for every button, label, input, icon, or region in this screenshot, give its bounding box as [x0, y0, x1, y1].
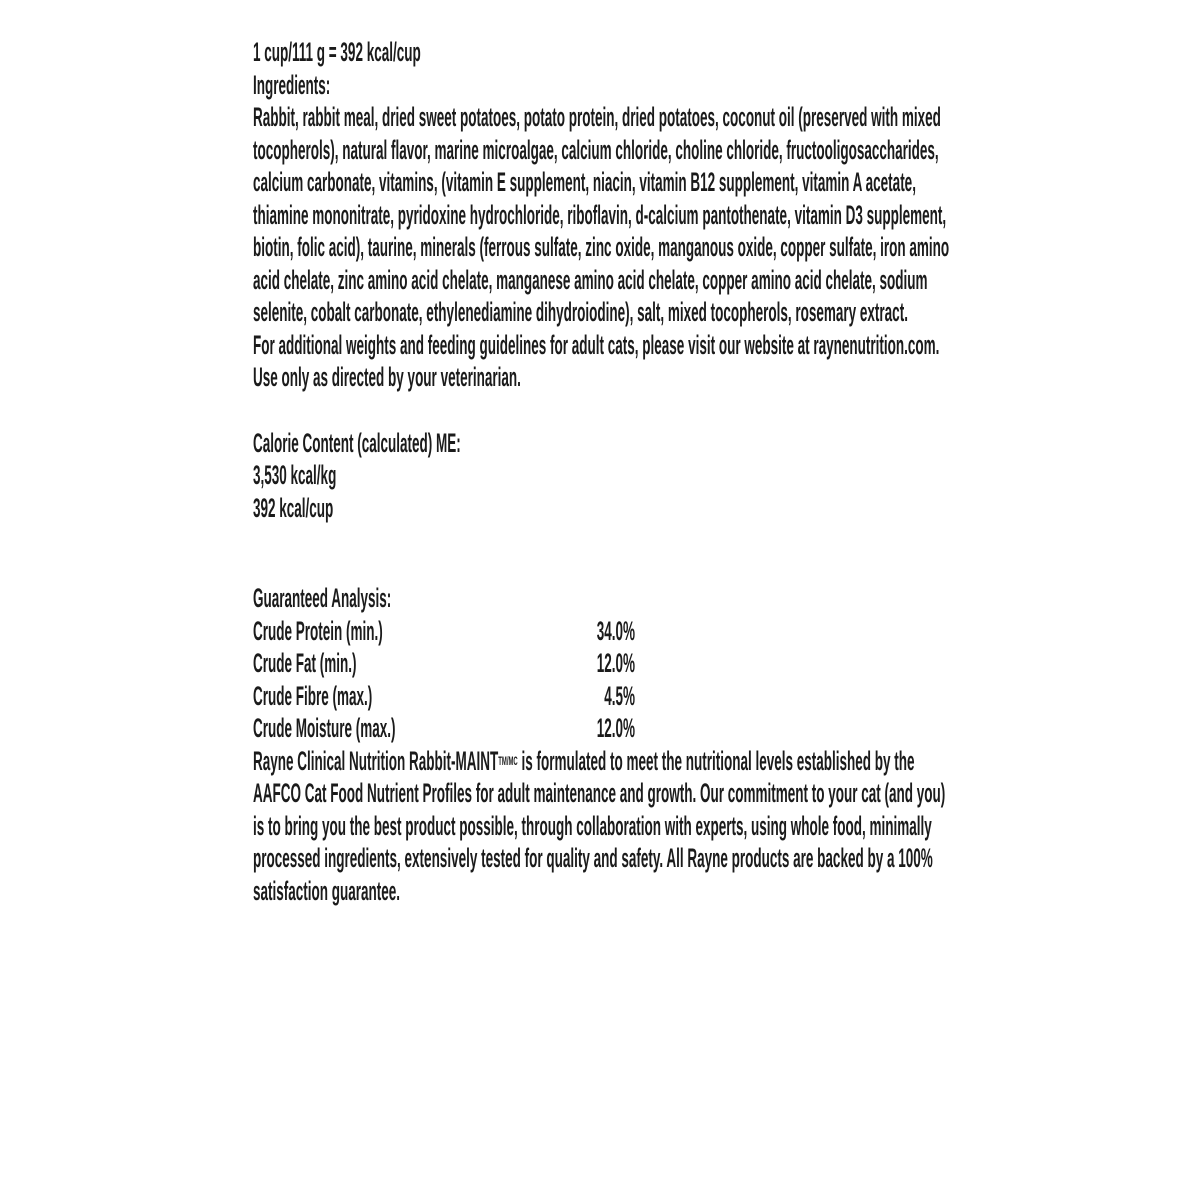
ga-label: Crude Protein (min.): [253, 615, 383, 646]
ga-row-crude-moisture: [253, 712, 635, 745]
ga-value: 34.0%: [596, 615, 635, 646]
ga-value: 12.0%: [596, 713, 635, 743]
trademark-superscript: TM/MC: [498, 753, 518, 768]
website-note: For additional weights and feeding guidelines for adult cats, please visit our website at raynenutrition.com.: [253, 329, 940, 360]
ga-value: 4.5%: [604, 680, 635, 711]
calorie-content-section: [253, 427, 959, 525]
vet-directive: Use only as directed by your veterinarian.: [253, 362, 521, 392]
ingredients-text: Rabbit, rabbit meal, dried sweet potatoes, potato protein, dried potatoes, coconut oil (preserved with mixed tocopherols), natural flavor, marine microalgae, calcium chloride, choline chloride, fructooligosaccharides, calcium carbonate, vitamins, (vitamin E supplement, niacin, vitamin B12 supplement, vitamin A acetate, thiamine mononitrate, pyridoxine hydrochloride, riboflavin, d-calcium pantothenate, vitamin D3 supplement, biotin, folic acid), taurine, minerals (ferrous sulfate, zinc oxide, manganous oxide, copper sulfate, iron amino acid chelate, zinc amino acid chelate, manganese amino acid chelate, copper amino acid chelate, sodium selenite, cobalt carbonate, ethylenediamine dihydroiodine), salt, mixed tocopherols, rosemary extract.: [253, 102, 950, 327]
ga-value: 12.0%: [596, 648, 635, 678]
serving-calorie-line: 1 cup/111 g = 392 kcal/cup: [253, 37, 421, 67]
product-name: Rayne Clinical Nutrition Rabbit-MAINT: [253, 745, 499, 776]
aafco-statement-text: is formulated to meet the nutritional levels established by the AAFCO Cat Food Nutrient Profiles for adult maintenance and growth. Our commitment to your cat (and you) is to bring you the best product possible, through collaboration with experts, using whole food, minimally processed ingredients, extensively tested for quality and safety. All Rayne products are backed by a 100% satisfaction guarantee.: [253, 745, 946, 906]
ga-row-crude-fibre: [253, 680, 635, 713]
aafco-statement: [253, 745, 959, 908]
label-text-block: [253, 36, 959, 907]
calorie-per-kg: 3,530 kcal/kg: [253, 460, 337, 490]
ga-row-crude-fat: [253, 647, 635, 680]
ga-label: Crude Fat (min.): [253, 648, 357, 678]
guaranteed-analysis-heading: Guaranteed Analysis:: [253, 583, 392, 613]
guaranteed-analysis-section: [253, 582, 959, 745]
ga-row-crude-protein: [253, 615, 635, 648]
calorie-content-heading: Calorie Content (calculated) ME:: [253, 427, 461, 458]
ga-label: Crude Moisture (max.): [253, 713, 396, 743]
calorie-per-cup: 392 kcal/cup: [253, 492, 334, 523]
ga-label: Crude Fibre (max.): [253, 680, 373, 711]
ingredients-heading: Ingredients:: [253, 69, 331, 100]
